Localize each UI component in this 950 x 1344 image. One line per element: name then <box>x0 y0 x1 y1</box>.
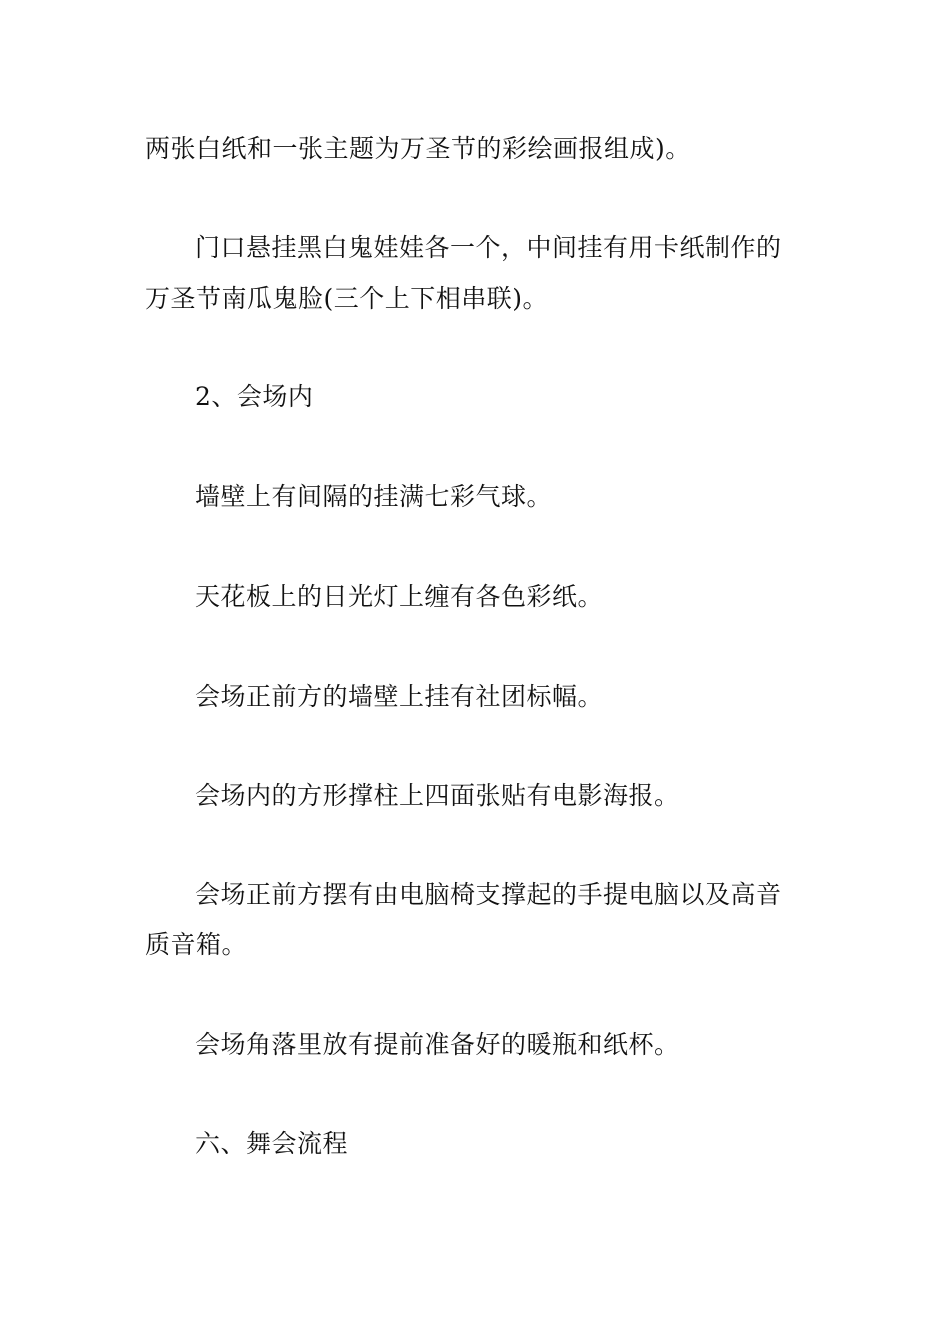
paragraph-line-1: 两张白纸和一张主题为万圣节的彩绘画报组成)。 <box>145 134 691 163</box>
paragraph-line-8: 会场正前方摆有由电脑椅支撑起的手提电脑以及高音 <box>195 880 782 909</box>
paragraph-line-6: 会场正前方的墙壁上挂有社团标幅。 <box>195 682 604 711</box>
section-heading-dance-process: 六、舞会流程 <box>195 1129 349 1158</box>
section-heading-venue: 2、会场内 <box>195 382 314 411</box>
paragraph-line-5: 天花板上的日光灯上缠有各色彩纸。 <box>195 582 604 611</box>
paragraph-line-10: 会场角落里放有提前准备好的暖瓶和纸杯。 <box>195 1030 680 1059</box>
paragraph-line-4: 墙壁上有间隔的挂满七彩气球。 <box>195 482 553 511</box>
paragraph-line-9: 质音箱。 <box>145 930 248 959</box>
paragraph-line-2: 门口悬挂黑白鬼娃娃各一个，中间挂有用卡纸制作的 <box>195 233 782 262</box>
paragraph-line-7: 会场内的方形撑柱上四面张贴有电影海报。 <box>195 781 680 810</box>
paragraph-line-3: 万圣节南瓜鬼脸(三个上下相串联)。 <box>145 284 549 313</box>
